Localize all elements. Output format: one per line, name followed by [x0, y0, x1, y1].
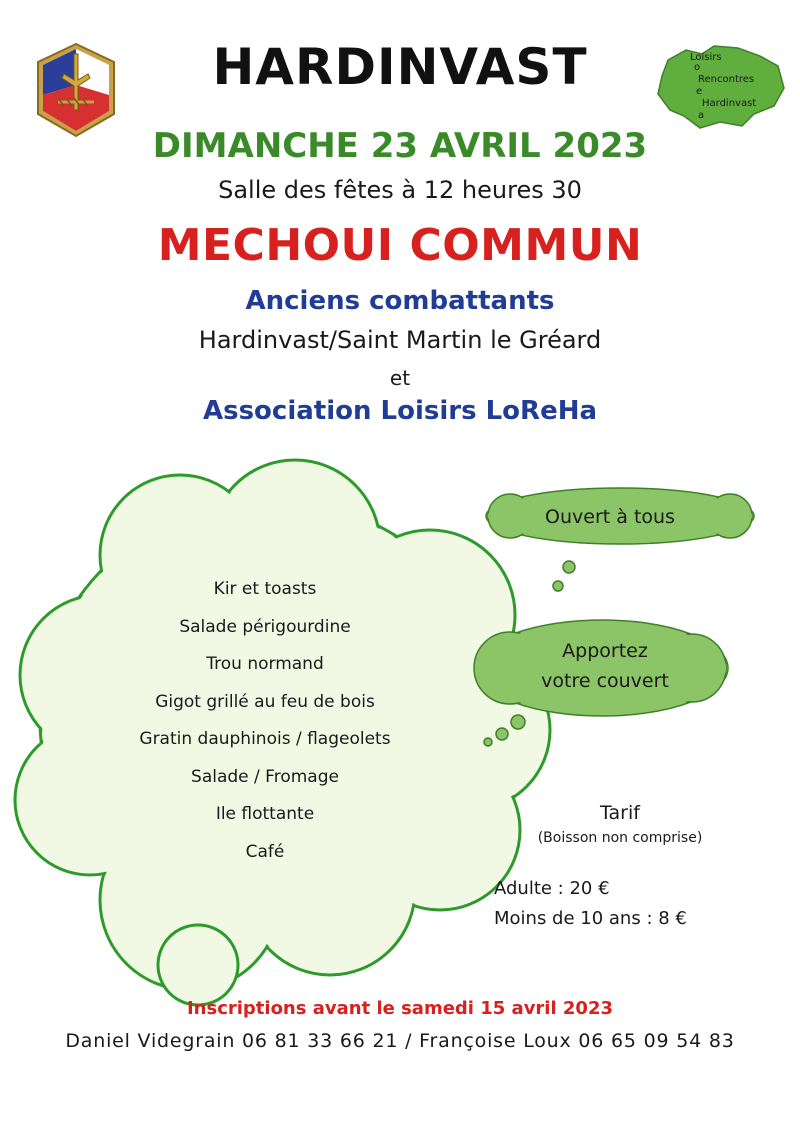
tarif-adult: Adulte : 20 € — [494, 878, 610, 899]
menu-item: Gigot grillé au feu de bois — [155, 691, 375, 712]
menu-item: Trou normand — [206, 654, 324, 674]
menu-item: Kir et toasts — [213, 579, 317, 599]
town-title: HARDINVAST — [212, 38, 588, 96]
event-venue-time: Salle des fêtes à 12 heures 30 — [218, 176, 582, 204]
tarif-note: (Boisson non comprise) — [537, 830, 703, 846]
event-date: DIMANCHE 23 AVRIL 2023 — [152, 126, 648, 166]
open-to-all-text: Ouvert à tous — [545, 506, 675, 528]
organizer-association: Association Loisirs LoReHa — [202, 396, 598, 426]
logo-line-3: Hardinvast — [702, 98, 757, 109]
open-to-all-bubble — [480, 482, 770, 602]
contact-phones: Daniel Videgrain 06 81 33 66 21 / Françoise Loux 06 65 09 54 83 — [65, 1030, 735, 1052]
tarif-title: Tarif — [600, 802, 640, 824]
bring-cutlery-line2: votre couvert — [541, 670, 669, 692]
logo-line-1: Loisirs — [690, 52, 722, 63]
logo-vertical-1: o — [694, 62, 701, 73]
registration-deadline: Inscriptions avant le samedi 15 avril 2023 — [186, 998, 614, 1019]
bring-cutlery-line1: Apportez — [562, 640, 648, 662]
logo-vertical-3: e — [696, 86, 703, 97]
organizer-conjunction: et — [389, 366, 411, 390]
menu-item: Café — [245, 841, 285, 862]
logo-vertical-5: a — [698, 110, 705, 121]
menu-item: Salade / Fromage — [191, 766, 339, 787]
tarif-child: Moins de 10 ans : 8 € — [494, 908, 687, 929]
organizer-veterans: Anciens combattants — [245, 286, 555, 316]
organizer-veterans-detail: Hardinvast/Saint Martin le Gréard — [198, 326, 602, 354]
menu-item: Ile flottante — [215, 804, 315, 824]
menu-list — [95, 578, 435, 878]
event-name: MECHOUI COMMUN — [157, 220, 643, 271]
menu-item: Salade périgourdine — [179, 616, 351, 637]
logo-line-2: Rencontres — [698, 74, 755, 85]
menu-item: Gratin dauphinois / flageolets — [139, 729, 391, 749]
